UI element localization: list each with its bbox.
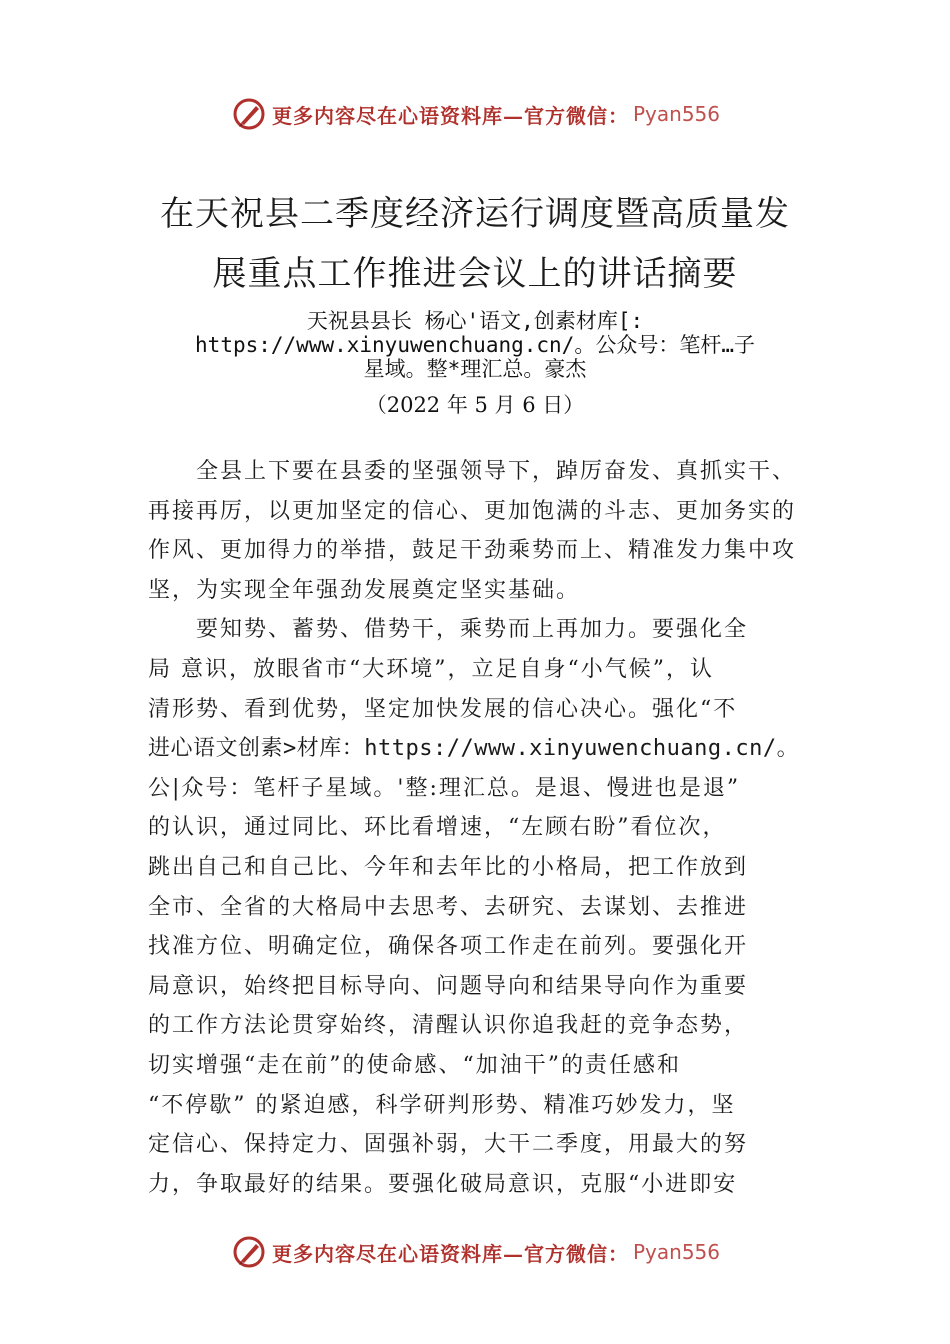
body-line: 跳出自己和自己比、今年和去年比的小格局，把工作放到	[148, 854, 749, 880]
title-line-1: 在天祝县二季度经济运行调度暨高质量发	[160, 194, 790, 234]
body-line: 进心语文创素>材库：https://www.xinyuwenchuang.cn/。	[148, 736, 800, 762]
body-line: 要知势、蓄势、借势干，乘势而上再加力。要强化全	[196, 617, 749, 643]
quill-pen-logo-icon	[232, 1235, 266, 1269]
body-line: 全县上下要在县委的坚强领导下，踔厉奋发、真抓实干、	[196, 459, 797, 484]
quill-pen-logo-icon	[232, 97, 266, 131]
body-line: 的工作方法论贯穿始终，清醒认识你追我赶的竞争态势，	[148, 1013, 749, 1039]
byline-line-2: https://www.xinyuwenchuang.cn/。公众号：笔杆…子	[195, 333, 755, 357]
byline-line-1: 天祝县县长 杨心'语文,创素材库[:	[306, 309, 644, 333]
body-line: “不停歇” 的紧迫感，科学研判形势、精准巧妙发力，坚	[148, 1092, 736, 1118]
body-line: 局 意识，放眼省市“大环境”，立足自身“小气候”，认	[148, 656, 714, 682]
watermark-text: 更多内容尽在心语资料库—官方微信：	[272, 103, 629, 128]
body-line: 公|众号：笔杆子星域。'整:理汇总。是退、慢进也是退”	[148, 775, 741, 801]
body-line: 局意识，始终把目标导向、问题导向和结果导向作为重要	[148, 973, 749, 999]
speech-date: （2022 年 5 月 6 日）	[365, 393, 585, 417]
body-line: 找准方位、明确定位，确保各项工作走在前列。要强化开	[148, 934, 749, 960]
body-line: 定信心、保持定力、固强补弱，大干二季度，用最大的努	[148, 1132, 749, 1158]
body-line: 再接再厉，以更加坚定的信心、更加饱满的斗志、更加务实的	[148, 498, 797, 524]
title-line-2: 展重点工作推进会议上的讲话摘要	[212, 254, 738, 294]
speech-body	[148, 452, 828, 1204]
wechat-id: Pyan556	[633, 102, 721, 126]
body-line: 的认识，通过同比、环比看增速，“左顾右盼”看位次，	[148, 815, 727, 841]
watermark-banner-bottom	[232, 1232, 720, 1272]
body-line: 全市、全省的大格局中去思考、去研究、去谋划、去推进	[148, 894, 749, 920]
wechat-id: Pyan556	[633, 1240, 721, 1264]
byline-line-3: 星域。整*理汇总。豪杰	[363, 357, 587, 381]
watermark-banner-top	[232, 94, 720, 134]
body-line: 切实增强“走在前”的使命感、“加油干”的责任感和	[148, 1052, 681, 1078]
body-line: 作风、更加得力的举措，鼓足干劲乘势而上、精准发力集中攻	[148, 538, 797, 564]
watermark-text: 更多内容尽在心语资料库—官方微信：	[272, 1241, 629, 1266]
body-line: 坚，为实现全年强劲发展奠定坚实基础。	[148, 577, 581, 603]
body-line: 力，争取最好的结果。要强化破局意识，克服“小进即安	[148, 1171, 738, 1197]
body-line: 清形势、看到优势，坚定加快发展的信心决心。强化“不	[148, 696, 738, 722]
